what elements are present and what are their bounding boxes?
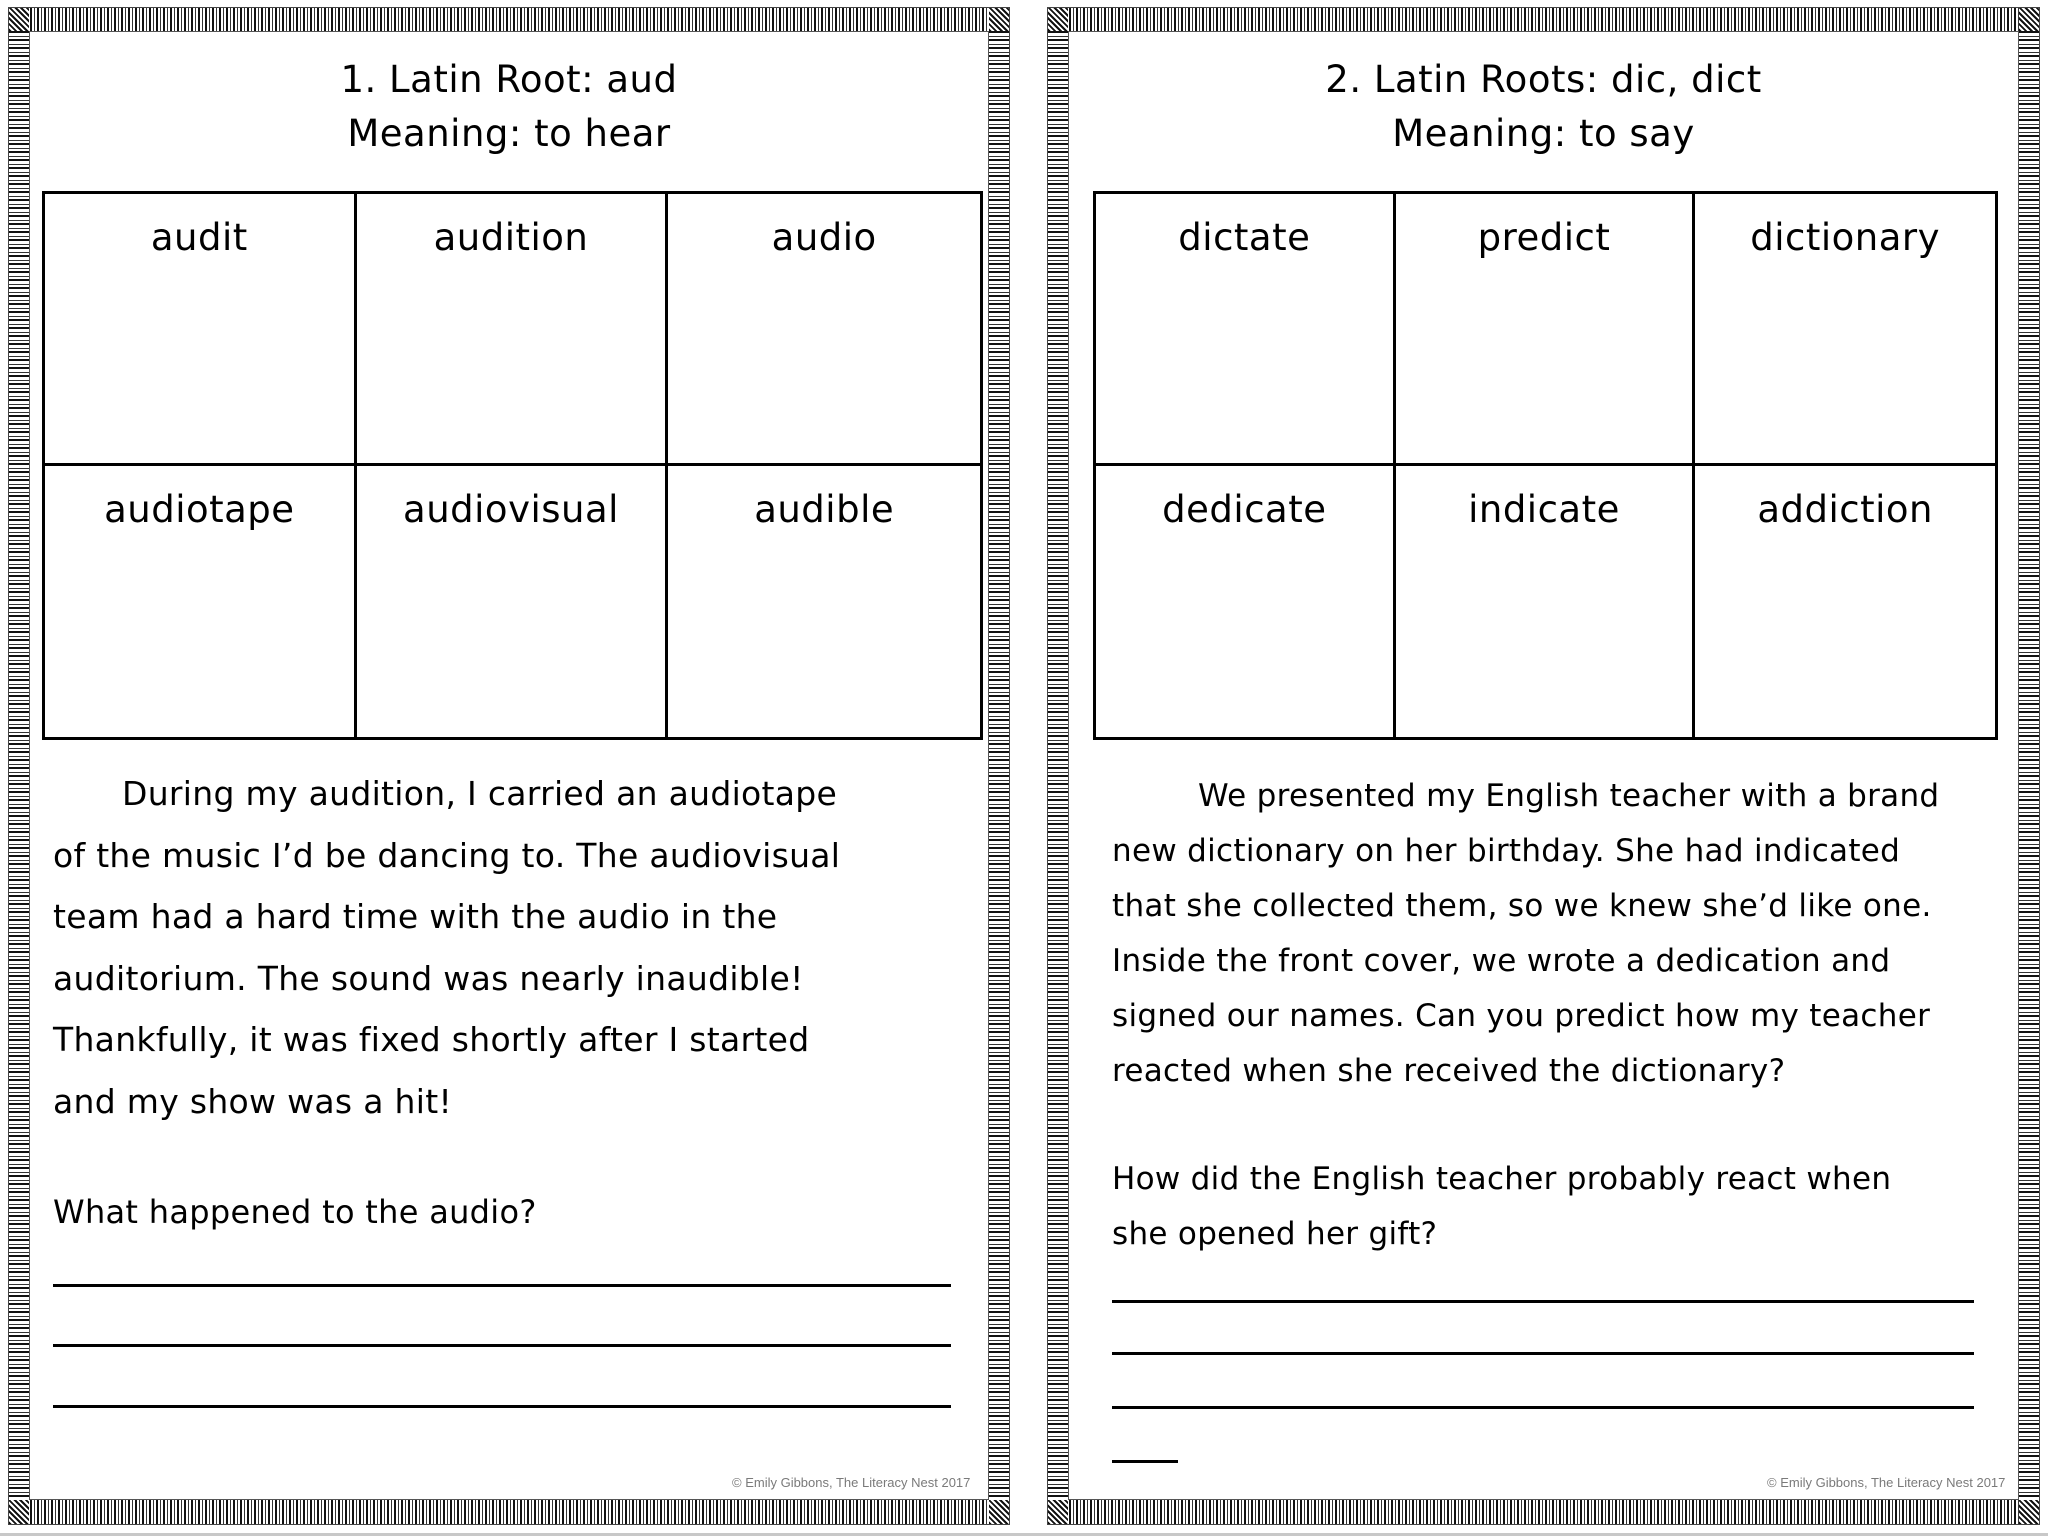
worksheet-panel-aud	[8, 7, 1010, 1525]
vocabulary-grid	[1093, 191, 1998, 740]
border-corner	[989, 8, 1009, 31]
question-line: What happened to the audio?	[53, 1193, 537, 1231]
passage-line: that she collected them, so we knew she’d like one.	[1112, 888, 1932, 924]
vocab-cell[interactable]: audit	[45, 194, 357, 466]
answer-line[interactable]	[53, 1284, 951, 1287]
vocab-cell[interactable]: audiovisual	[357, 466, 669, 738]
vocab-cell[interactable]: predict	[1396, 194, 1696, 466]
comprehension-question	[1112, 1152, 1891, 1262]
answer-line[interactable]	[1112, 1406, 1974, 1409]
answer-line[interactable]	[53, 1405, 951, 1408]
question-line: she opened her gift?	[1112, 1216, 1438, 1252]
border-side	[9, 31, 29, 1500]
vocab-cell[interactable]: audiotape	[45, 466, 357, 738]
vocabulary-grid	[42, 191, 983, 740]
root-title: 2. Latin Roots: dic, dict	[1325, 58, 1762, 101]
passage-line: new dictionary on her birthday. She had indicated	[1112, 833, 1901, 869]
border-corner	[9, 8, 29, 31]
answer-line[interactable]	[1112, 1460, 1178, 1463]
copyright-notice: © Emily Gibbons, The Literacy Nest 2017	[1767, 1475, 2006, 1490]
vocab-cell[interactable]: dedicate	[1096, 466, 1396, 738]
vocab-cell[interactable]: dictionary	[1695, 194, 1995, 466]
passage-line: of the music I’d be dancing to. The audiovisual	[53, 835, 841, 875]
passage-line: auditorium. The sound was nearly inaudible!	[53, 958, 804, 998]
border-corner	[9, 1500, 29, 1524]
passage-line: Inside the front cover, we wrote a dedication and	[1112, 943, 1891, 979]
vocab-cell[interactable]: audio	[668, 194, 980, 466]
vocab-cell[interactable]: audible	[754, 487, 895, 531]
root-meaning: Meaning: to say	[1392, 112, 1695, 155]
vocab-cell[interactable]: indicate	[1396, 466, 1696, 738]
worksheet-page	[1068, 31, 2019, 1500]
worksheet-page	[29, 31, 989, 1500]
passage-line: Thankfully, it was fixed shortly after I started	[53, 1020, 810, 1059]
border-corner	[1048, 8, 1068, 31]
border-corner	[2019, 1500, 2039, 1524]
border-corner	[2019, 8, 2039, 31]
root-title: 1. Latin Root: aud	[340, 58, 678, 101]
question-line: How did the English teacher probably react when	[1112, 1161, 1892, 1197]
answer-line[interactable]	[1112, 1352, 1974, 1355]
passage-line: reacted when she received the dictionary?	[1112, 1053, 1786, 1089]
passage-line: signed our names. Can you predict how my teacher	[1112, 998, 1931, 1034]
passage-line: During my audition, I carried an audiotape	[122, 774, 838, 813]
border-side	[989, 31, 1009, 1500]
border-corner	[1048, 1500, 1068, 1524]
border-corner	[989, 1500, 1009, 1524]
passage-line: team had a hard time with the audio in the	[53, 897, 778, 936]
passage-line: We presented my English teacher with a brand	[1198, 778, 1940, 814]
root-meaning: Meaning: to hear	[347, 112, 671, 155]
border-side	[2019, 31, 2039, 1500]
worksheet-panel-dict	[1047, 7, 2040, 1525]
passage-line: and my show was a hit!	[53, 1081, 452, 1121]
answer-line[interactable]	[53, 1344, 951, 1347]
copyright-notice: © Emily Gibbons, The Literacy Nest 2017	[732, 1475, 971, 1490]
reading-passage	[53, 763, 840, 1132]
border-side	[1048, 31, 1068, 1500]
vocab-cell[interactable]: addiction	[1757, 487, 1933, 531]
vocab-cell[interactable]: audition	[357, 194, 669, 466]
vocab-cell[interactable]: dictate	[1096, 194, 1396, 466]
answer-line[interactable]	[1112, 1300, 1974, 1303]
comprehension-question	[53, 1187, 537, 1237]
reading-passage	[1112, 769, 1939, 1099]
